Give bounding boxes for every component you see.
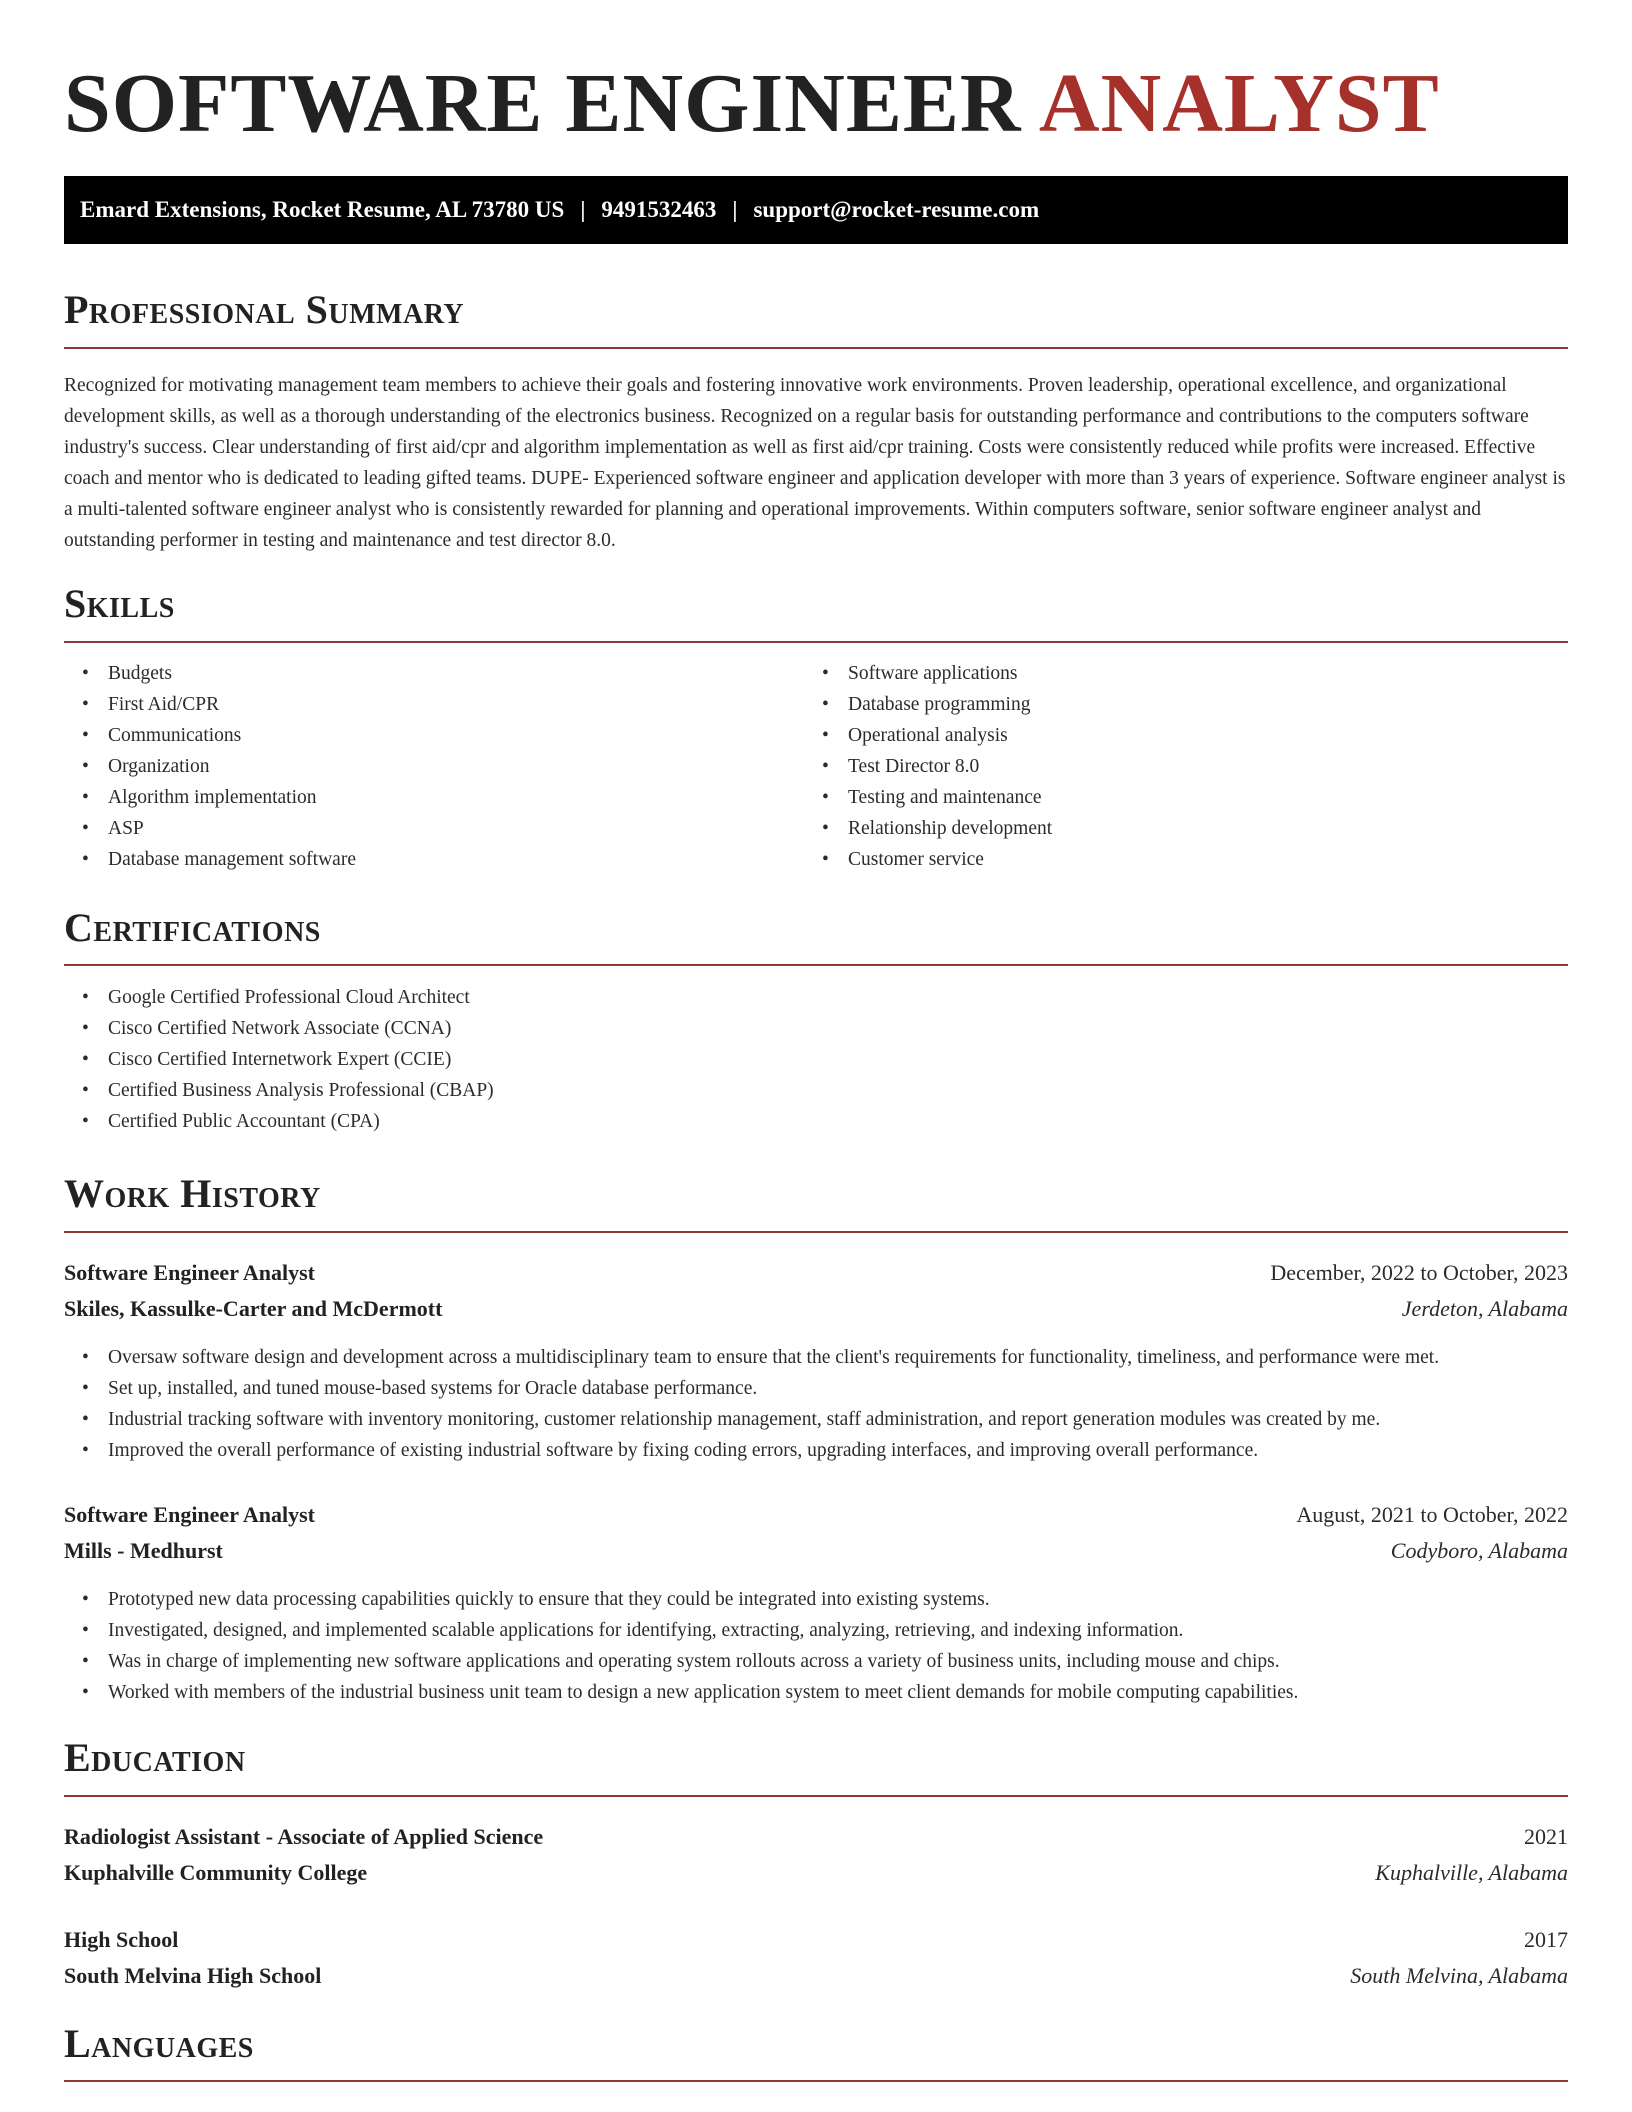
job-location: Codyboro, Alabama bbox=[1390, 1538, 1568, 1563]
skill-item: • Test Director 8.0 bbox=[804, 751, 1524, 782]
contact-address: Emard Extensions, Rocket Resume, AL 73780 US bbox=[80, 197, 565, 222]
education-degree: Radiologist Assistant - Associate of Applied Science bbox=[64, 1824, 544, 1849]
education-school: Kuphalville Community College bbox=[64, 1860, 368, 1885]
education-degree: High School bbox=[64, 1927, 179, 1952]
skill-item: • Organization bbox=[64, 751, 784, 782]
education-location: South Melvina, Alabama bbox=[1350, 1963, 1568, 1988]
skill-item: • Customer service bbox=[804, 844, 1524, 875]
education-year: 2017 bbox=[1524, 1927, 1568, 1952]
job-location: Jerdeton, Alabama bbox=[1401, 1296, 1568, 1321]
section-divider bbox=[64, 1231, 1568, 1233]
skill-item: • Database programming bbox=[804, 689, 1524, 720]
job-company: Mills - Medhurst bbox=[64, 1538, 223, 1563]
job-company-row bbox=[64, 1291, 1568, 1327]
education-year: 2021 bbox=[1524, 1824, 1568, 1849]
name-accent: ANALYST bbox=[1038, 57, 1440, 150]
job-bullet: • Worked with members of the industrial business unit team to design a new application system to meet client demands for mobile computing capabilities. bbox=[64, 1677, 1568, 1708]
section-divider bbox=[64, 2080, 1568, 2082]
skills-list-left bbox=[64, 658, 784, 875]
job-company: Skiles, Kassulke-Carter and McDermott bbox=[64, 1296, 443, 1321]
certification-item: • Cisco Certified Network Associate (CCNA) bbox=[64, 1013, 1568, 1044]
skill-item: • Operational analysis bbox=[804, 720, 1524, 751]
skill-item: • Communications bbox=[64, 720, 784, 751]
job-bullet: • Improved the overall performance of existing industrial software by fixing coding errors, upgrading interfaces, and improving overall performance. bbox=[64, 1435, 1568, 1466]
job-bullet: • Industrial tracking software with inventory monitoring, customer relationship management, staff administration, and report generation modules was created by me. bbox=[64, 1404, 1568, 1435]
contact-separator: | bbox=[732, 197, 738, 222]
job-company-row bbox=[64, 1533, 1568, 1569]
education-school: South Melvina High School bbox=[64, 1963, 322, 1988]
skill-item: • First Aid/CPR bbox=[64, 689, 784, 720]
skill-item: • Budgets bbox=[64, 658, 784, 689]
section-divider bbox=[64, 641, 1568, 643]
job-header-row bbox=[64, 1497, 1568, 1533]
job-dates: December, 2022 to October, 2023 bbox=[1270, 1260, 1568, 1285]
section-divider bbox=[64, 1795, 1568, 1797]
certification-item: • Cisco Certified Internetwork Expert (CCIE) bbox=[64, 1044, 1568, 1075]
certifications-list bbox=[64, 982, 1568, 1137]
job-title: Software Engineer Analyst bbox=[64, 1260, 315, 1285]
certification-item: • Google Certified Professional Cloud Architect bbox=[64, 982, 1568, 1013]
resume-name bbox=[64, 58, 1440, 150]
section-title-certifications: Certifications bbox=[64, 905, 321, 950]
section-title-languages: Languages bbox=[64, 2021, 254, 2066]
summary-text: Recognized for motivating management team members to achieve their goals and fostering innovative work environments. Proven leadership, operational excellence, and organizational development skills, as well as a thorough understanding of the electronics business. Recognized on a regular basis for outstanding performance and contributions to the computers software industry's success. Clear understanding of first aid/cpr and algorithm implementation as well as first aid/cpr training. Costs were consistently reduced while profits were increased. Effective coach and mentor who is dedicated to leading gifted teams. DUPE- Experienced software engineer and application developer with more than 3 years of experience. Software engineer analyst is a multi-talented software engineer analyst who is consistently rewarded for planning and operational improvements. Within computers software, senior software engineer analyst and outstanding performer in testing and maintenance and test director 8.0. bbox=[64, 375, 1566, 551]
section-title-education: Education bbox=[64, 1735, 246, 1780]
certification-item: • Certified Business Analysis Professional (CBAP) bbox=[64, 1075, 1568, 1106]
skill-item: • Testing and maintenance bbox=[804, 782, 1524, 813]
section-divider bbox=[64, 964, 1568, 966]
contact-phone[interactable]: 9491532463 bbox=[601, 197, 717, 222]
skill-item: • ASP bbox=[64, 813, 784, 844]
job-dates: August, 2021 to October, 2022 bbox=[1296, 1502, 1568, 1527]
contact-bar bbox=[64, 176, 1568, 244]
skills-list-right bbox=[804, 658, 1524, 875]
job-bullets bbox=[64, 1584, 1568, 1708]
job-header-row bbox=[64, 1255, 1568, 1291]
contact-email[interactable]: support@rocket-resume.com bbox=[753, 197, 1040, 222]
skill-item: • Software applications bbox=[804, 658, 1524, 689]
section-title-summary: Professional Summary bbox=[64, 287, 465, 332]
contact-separator: | bbox=[580, 197, 586, 222]
certification-item: • Certified Public Accountant (CPA) bbox=[64, 1106, 1568, 1137]
job-title: Software Engineer Analyst bbox=[64, 1502, 315, 1527]
education-school-row bbox=[64, 1855, 1568, 1891]
education-location: Kuphalville, Alabama bbox=[1375, 1860, 1568, 1885]
job-bullet: • Prototyped new data processing capabilities quickly to ensure that they could be integrated into existing systems. bbox=[64, 1584, 1568, 1615]
skill-item: • Relationship development bbox=[804, 813, 1524, 844]
education-header-row bbox=[64, 1819, 1568, 1855]
section-title-work-history: Work History bbox=[64, 1171, 321, 1216]
job-bullet: • Investigated, designed, and implemented scalable applications for identifying, extracting, analyzing, retrieving, and indexing information. bbox=[64, 1615, 1568, 1646]
education-header-row bbox=[64, 1922, 1568, 1958]
name-primary: SOFTWARE ENGINEER bbox=[64, 57, 1022, 150]
job-bullet: • Was in charge of implementing new software applications and operating system rollouts across a variety of business units, including mouse and chips. bbox=[64, 1646, 1568, 1677]
job-bullet: • Oversaw software design and development across a multidisciplinary team to ensure that the client's requirements for functionality, timeliness, and performance were met. bbox=[64, 1342, 1568, 1373]
section-title-skills: Skills bbox=[64, 581, 175, 626]
education-school-row bbox=[64, 1958, 1568, 1994]
section-divider bbox=[64, 347, 1568, 349]
skill-item: • Database management software bbox=[64, 844, 784, 875]
job-bullet: • Set up, installed, and tuned mouse-based systems for Oracle database performance. bbox=[64, 1373, 1568, 1404]
job-bullets bbox=[64, 1342, 1568, 1466]
skill-item: • Algorithm implementation bbox=[64, 782, 784, 813]
